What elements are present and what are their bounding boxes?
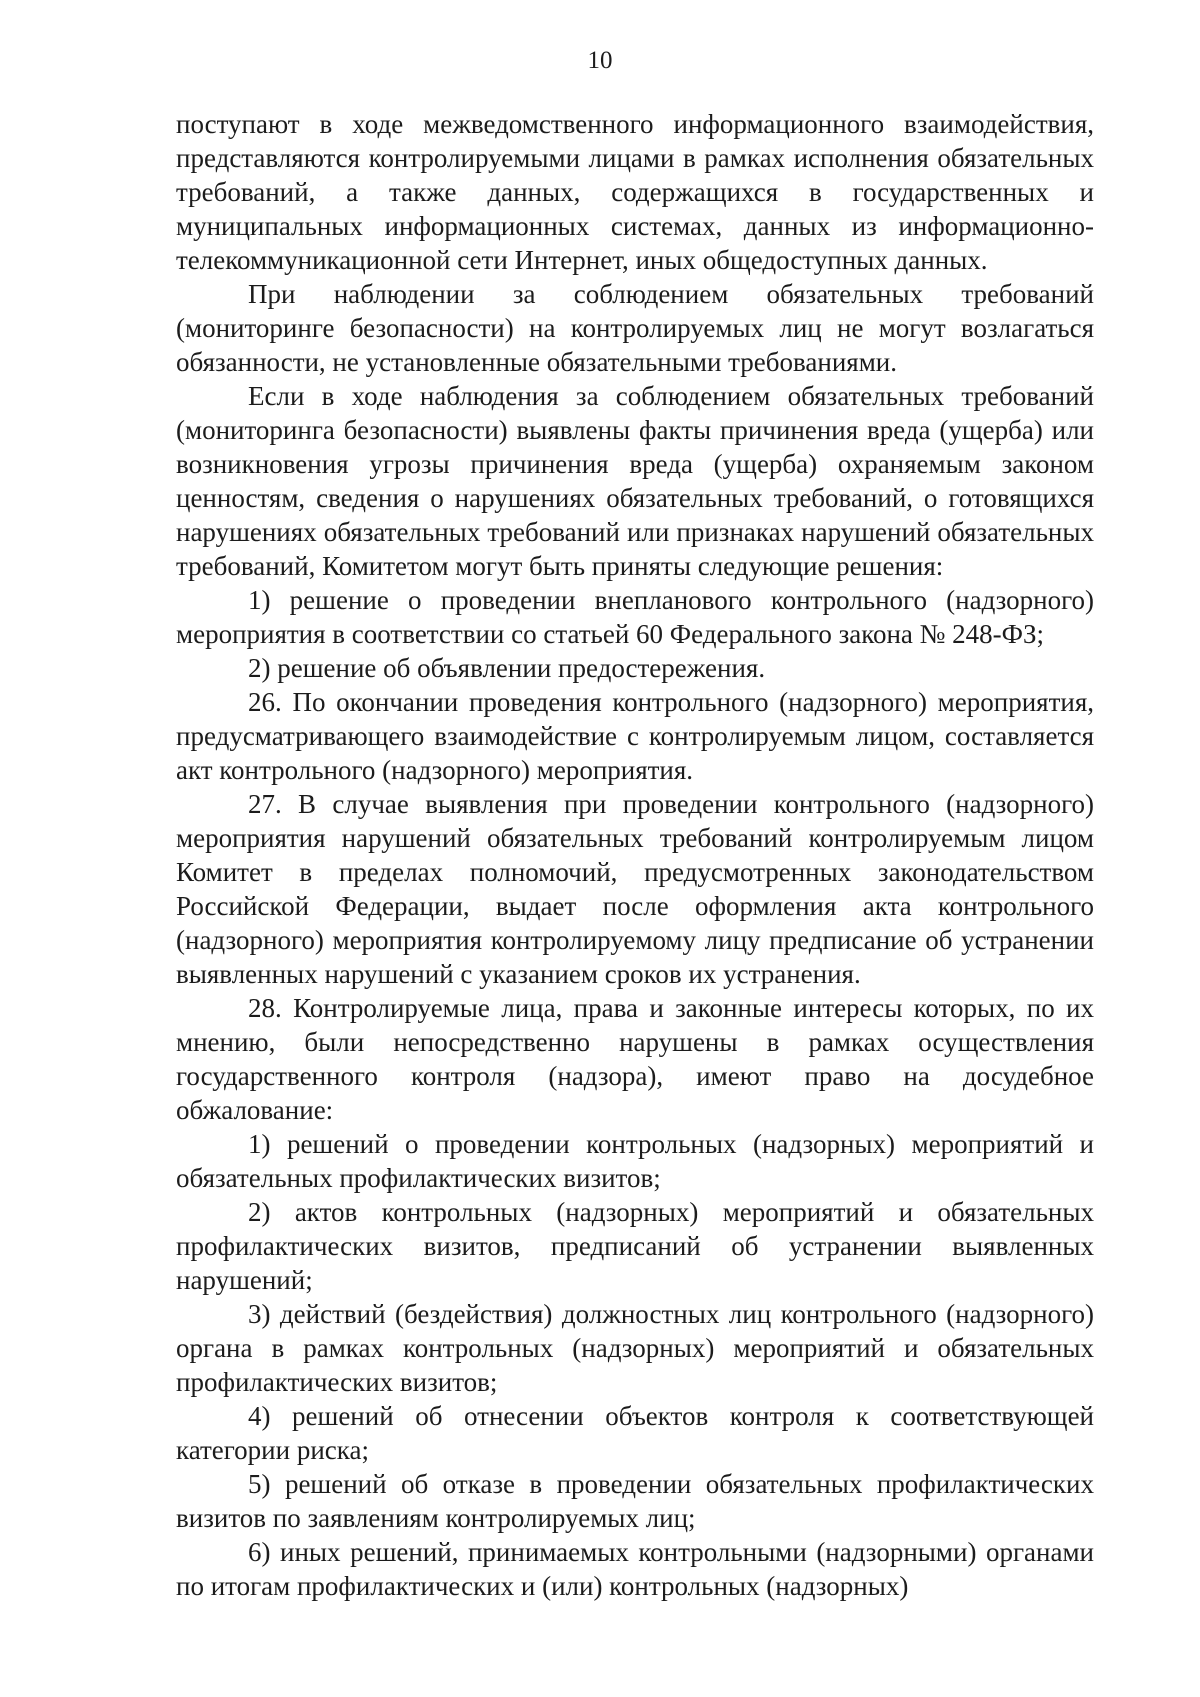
list-item-appeal-5: 5) решений об отказе в проведении обязательных профилактических визитов по заявлениям контролируемых лиц; (176, 1469, 1094, 1533)
paragraph-monitoring-obligations: При наблюдении за соблюдением обязательных требований (мониторинге безопасности) на контролируемых лиц не могут возлагаться обязанности, не установленные обязательными требованиями. (176, 279, 1094, 377)
list-item-unscheduled-inspection: 1) решение о проведении внепланового контрольного (надзорного) мероприятия в соответствии со статьей 60 Федерального закона № 248-ФЗ; (176, 585, 1094, 649)
paragraph-monitoring-violations: Если в ходе наблюдения за соблюдением обязательных требований (мониторинга безопасности) выявлены факты причинения вреда (ущерба) или возникновения угрозы причинения вреда (ущерба) охраняемым законом ценностям, сведения о нарушениях обязательных требований, о готовящихся нарушениях обязательных требований или признаках нарушений обязательных требований, Комитетом могут быть приняты следующие решения: (176, 381, 1094, 581)
list-item-appeal-3: 3) действий (бездействия) должностных лиц контрольного (надзорного) органа в рамках контрольных (надзорных) мероприятий и обязательных профилактических визитов; (176, 1299, 1094, 1397)
paragraph-item-28: 28. Контролируемые лица, права и законные интересы которых, по их мнению, были непосредственно нарушены в рамках осуществления государственного контроля (надзора), имеют право на досудебное обжалование: (176, 993, 1094, 1125)
list-item-warning: 2) решение об объявлении предостережения. (248, 653, 766, 683)
list-item-appeal-6: 6) иных решений, принимаемых контрольными (надзорными) органами по итогам профилактических и (или) контрольных (надзорных) (176, 1537, 1094, 1601)
list-item-appeal-1: 1) решений о проведении контрольных (надзорных) мероприятий и обязательных профилактических визитов; (176, 1129, 1094, 1193)
page-number: 10 (587, 47, 613, 74)
list-item-appeal-2: 2) актов контрольных (надзорных) мероприятий и обязательных профилактических визитов, предписаний об устранении выявленных нарушений; (176, 1197, 1094, 1295)
paragraph-item-26: 26. По окончании проведения контрольного (надзорного) мероприятия, предусматривающего взаимодействие с контролируемым лицом, составляется акт контрольного (надзорного) мероприятия. (176, 687, 1094, 785)
paragraph-item-27: 27. В случае выявления при проведении контрольного (надзорного) мероприятия нарушений обязательных требований контролируемым лицом Комитет в пределах полномочий, предусмотренных законодательством Российской Федерации, выдает после оформления акта контрольного (надзорного) мероприятия контролируемому лицу предписание об устранении выявленных нарушений с указанием сроков их устранения. (176, 789, 1094, 989)
document-body (176, 107, 1094, 1603)
list-item-appeal-4: 4) решений об отнесении объектов контроля к соответствующей категории риска; (176, 1401, 1094, 1465)
paragraph-continuation: поступают в ходе межведомственного информационного взаимодействия, представляются контролируемыми лицами в рамках исполнения обязательных требований, а также данных, содержащихся в государственных и муниципальных информационных системах, данных из информационно-телекоммуникационной сети Интернет, иных общедоступных данных. (176, 109, 1094, 275)
